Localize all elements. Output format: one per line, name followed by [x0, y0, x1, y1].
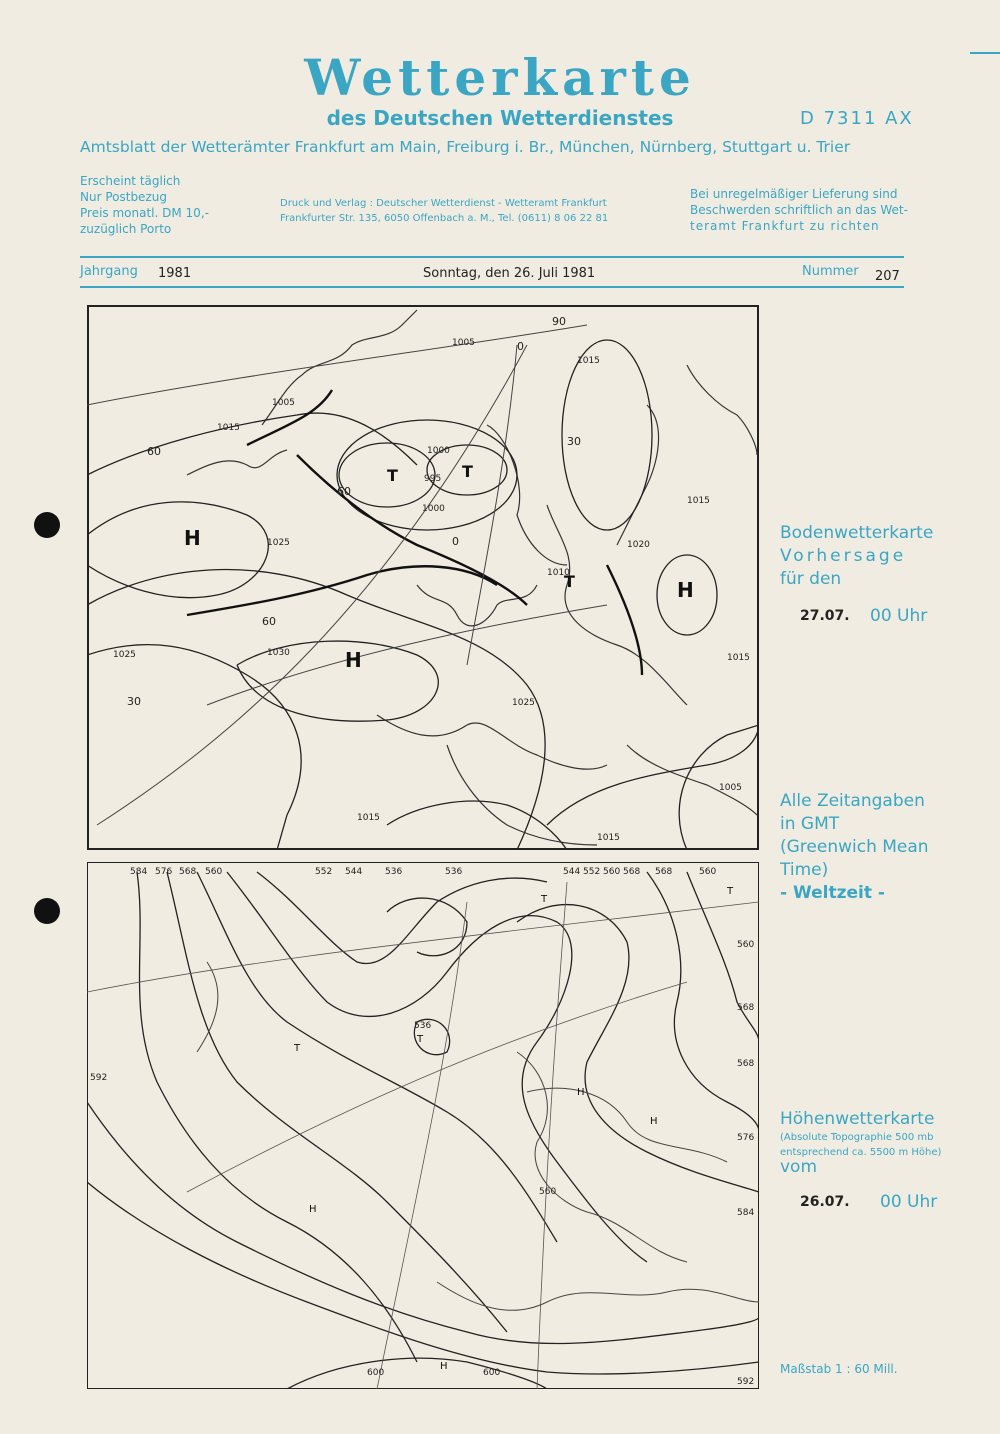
contour-label: 576 — [737, 1133, 755, 1143]
low-center: T — [727, 886, 734, 897]
contour-label: 536 — [445, 867, 463, 877]
high-center: H — [577, 1087, 585, 1098]
isobar-label: 1015 — [727, 653, 750, 663]
isobars — [87, 340, 759, 850]
isobar-label: 1015 — [687, 496, 710, 506]
grid-label: 0 — [517, 340, 524, 353]
time-note-line: Alle Zeitangaben — [780, 791, 925, 811]
caption-line: für den — [780, 569, 842, 589]
contour-label: 560 — [737, 940, 755, 950]
caption-line: Vorhersage — [780, 546, 907, 566]
upper-map-caption: Höhenwetterkarte — [780, 1109, 935, 1129]
contour-label: 552 — [583, 867, 601, 877]
complaints-line: Bei unregelmäßiger Lieferung sind — [690, 187, 898, 201]
caption-small-line: entsprechend ca. 5500 m Höhe) — [780, 1147, 942, 1158]
contour-label: 576 — [155, 867, 173, 877]
upper-centers — [293, 886, 734, 1372]
jahrgang-label: Jahrgang — [80, 264, 138, 279]
low-center: T — [462, 462, 473, 481]
time-note-line: Time) — [780, 860, 829, 880]
upper-map-hour: 00 Uhr — [880, 1192, 938, 1212]
isobar-label: 1000 — [422, 504, 445, 514]
publisher-line: Druck und Verlag : Deutscher Wetterdienst - Wetteramt Frankfurt — [280, 198, 607, 209]
contour-label: 544 — [563, 867, 581, 877]
upper-map-date: 26.07. — [800, 1194, 850, 1210]
masthead-subtitle: des Deutschen Wetterdienstes — [326, 106, 674, 130]
isobar-label: 1025 — [113, 650, 136, 660]
surface-map-date: 27.07. — [800, 608, 850, 624]
contour-label: 568 — [623, 867, 641, 877]
graticule — [87, 325, 607, 825]
isobar-label: 1005 — [272, 398, 295, 408]
header-rule-top — [80, 256, 904, 258]
complaints-info — [690, 186, 908, 234]
subscription-line: Preis monatl. DM 10,- — [80, 206, 209, 220]
contour-label: 568 — [179, 867, 197, 877]
isobar-label: 1015 — [577, 356, 600, 366]
isobar-label: 1025 — [267, 538, 290, 548]
subscription-line: Nur Postbezug — [80, 190, 167, 204]
time-note-line: - Weltzeit - — [780, 883, 885, 903]
nummer-label: Nummer — [802, 264, 859, 279]
binder-hole-top — [34, 512, 60, 538]
surface-forecast-map — [87, 305, 759, 850]
isobar-label: 995 — [424, 474, 442, 484]
high-center: H — [184, 526, 201, 550]
contour-label: 552 — [315, 867, 333, 877]
isobar-label: 1015 — [357, 813, 380, 823]
official-line: Amtsblatt der Wetterämter Frankfurt am Main, Freiburg i. Br., München, Nürnberg, Stuttgart u. Trier — [80, 138, 851, 156]
map-frame — [88, 306, 758, 849]
caption-small-line: (Absolute Topographie 500 mb — [780, 1132, 934, 1143]
low-center: T — [541, 894, 548, 905]
low-center: T — [564, 572, 575, 591]
contour-label: 536 — [385, 867, 403, 877]
publisher-info — [280, 196, 608, 226]
coastlines — [187, 310, 757, 845]
graticule — [87, 882, 759, 1389]
high-center: H — [345, 648, 362, 672]
grid-label: 60 — [337, 485, 351, 498]
isobar-label: 1015 — [597, 833, 620, 843]
isobar-label: 1015 — [217, 423, 240, 433]
contour-label: 560 — [603, 867, 621, 877]
isobar-label: 1030 — [267, 648, 290, 658]
issue-date: Sonntag, den 26. Juli 1981 — [423, 266, 596, 281]
contour-label: 592 — [90, 1073, 108, 1083]
isobar-label: 1000 — [427, 446, 450, 456]
surface-map-hour: 00 Uhr — [870, 606, 928, 626]
time-note-line: (Greenwich Mean — [780, 837, 929, 857]
contour-labels-top — [130, 867, 716, 877]
subscription-line: Erscheint täglich — [80, 174, 181, 188]
contour-label: 568 — [737, 1003, 755, 1013]
isobar-labels — [113, 338, 750, 843]
publication-code: D 7311 AX — [800, 108, 914, 129]
grid-label: 30 — [567, 435, 581, 448]
caption-line: Bodenwetterkarte — [780, 523, 934, 543]
height-contours — [87, 872, 759, 1389]
grid-label: 60 — [262, 615, 276, 628]
jahrgang-value: 1981 — [158, 266, 192, 281]
contour-label: 560 — [699, 867, 717, 877]
contour-label: 560 — [205, 867, 223, 877]
complaints-line: teramt Frankfurt zu richten — [690, 219, 880, 233]
high-center: H — [309, 1204, 317, 1215]
time-note — [780, 790, 929, 905]
complaints-line: Beschwerden schriftlich an das Wet- — [690, 203, 908, 217]
upper-air-map — [87, 862, 759, 1389]
high-center: H — [650, 1116, 658, 1127]
low-center: T — [417, 1034, 424, 1045]
high-center: H — [440, 1361, 448, 1372]
contour-label: 568 — [737, 1059, 755, 1069]
contour-label: 600 — [367, 1368, 385, 1378]
contour-label: 592 — [737, 1377, 755, 1387]
contour-label: 584 — [737, 1208, 755, 1218]
contour-label: 600 — [483, 1368, 501, 1378]
contour-label: 584 — [130, 867, 148, 877]
grid-label: 0 — [452, 535, 459, 548]
contour-label: 544 — [345, 867, 363, 877]
upper-map-vom: vom — [780, 1157, 818, 1177]
isobar-label: 1005 — [452, 338, 475, 348]
contour-label: 536 — [414, 1021, 432, 1031]
header-rule-bottom — [80, 286, 904, 288]
isobar-label: 1005 — [719, 783, 742, 793]
nummer-value: 207 — [875, 269, 900, 284]
isobar-label: 1025 — [512, 698, 535, 708]
high-center: H — [677, 578, 694, 602]
subscription-line: zuzüglich Porto — [80, 222, 172, 236]
grid-label: 30 — [127, 695, 141, 708]
low-center: T — [294, 1043, 301, 1054]
grid-label: 60 — [147, 445, 161, 458]
low-center: T — [387, 466, 398, 485]
fronts — [187, 390, 642, 675]
map-scale: Maßstab 1 : 60 Mill. — [780, 1362, 898, 1376]
isobar-label: 1020 — [627, 540, 650, 550]
surface-map-caption — [780, 522, 933, 591]
binder-hole-bottom — [34, 898, 60, 924]
contour-label: 568 — [655, 867, 673, 877]
masthead-title: Wetterkarte — [304, 48, 696, 107]
time-note-line: in GMT — [780, 814, 840, 834]
contour-label: 560 — [539, 1187, 557, 1197]
subscription-info — [80, 173, 209, 237]
publisher-line: Frankfurter Str. 135, 6050 Offenbach a. M., Tel. (0611) 8 06 22 81 — [280, 213, 609, 224]
isobar-label: 1010 — [547, 568, 570, 578]
grid-label: 90 — [552, 315, 566, 328]
